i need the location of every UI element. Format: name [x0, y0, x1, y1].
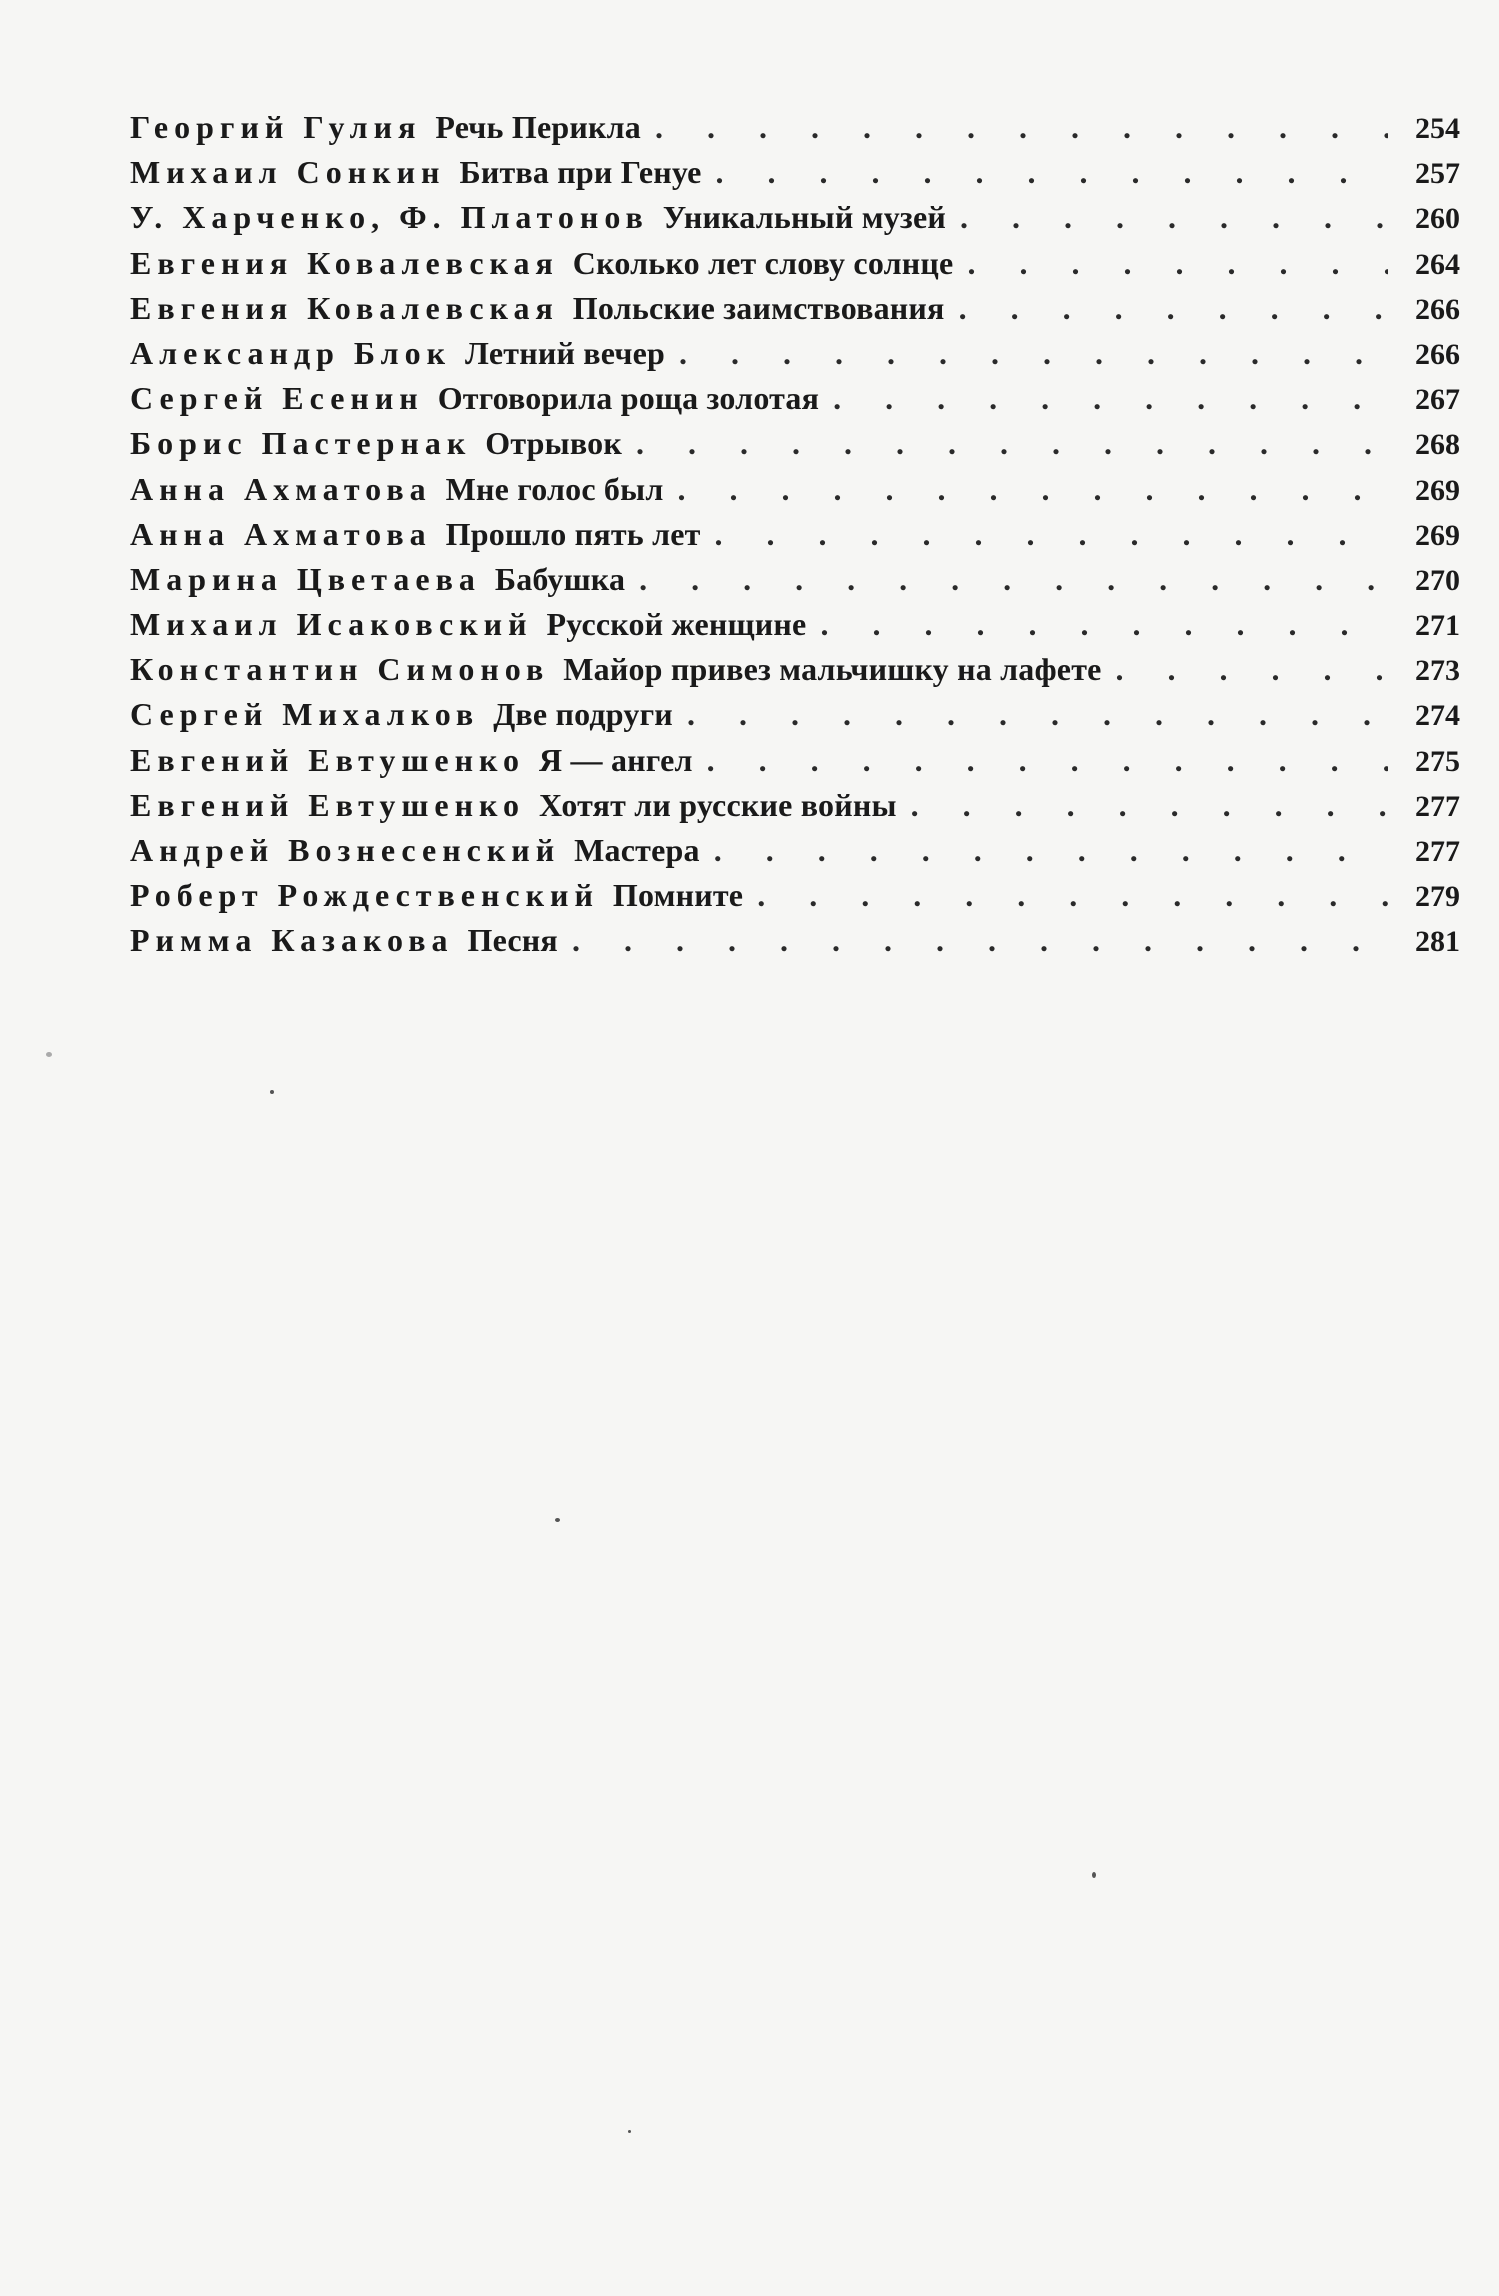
- entry-page-number: 270: [1415, 563, 1460, 597]
- dot-leader: [641, 105, 1388, 150]
- entry-author: Роберт Рождественский: [130, 877, 599, 914]
- dot-leader: [953, 241, 1388, 286]
- entry-title: Летний вечер: [465, 334, 666, 371]
- entry-author: Евгений Евтушенко: [130, 741, 526, 778]
- entry-page-number: 279: [1415, 880, 1460, 914]
- paper-speck: [628, 2130, 631, 2133]
- table-of-contents: [130, 105, 1460, 964]
- entry-author: Сергей Есенин: [130, 380, 424, 417]
- dot-leader: [622, 421, 1388, 466]
- entry-page-number: 260: [1415, 202, 1460, 236]
- entry-page-number: 269: [1415, 473, 1460, 507]
- entry-author: Сергей Михалков: [130, 696, 480, 733]
- entry-title: Майор привез мальчишку на лафете: [563, 651, 1102, 688]
- paper-speck: [555, 1518, 560, 1522]
- toc-entry: [130, 918, 1460, 963]
- entry-author: Евгения Ковалевская: [130, 289, 559, 326]
- entry-page-number: 277: [1415, 789, 1460, 823]
- entry-page-number: 266: [1415, 337, 1460, 371]
- entry-author: У. Харченко, Ф. Платонов: [130, 199, 649, 236]
- entry-title: Бабушка: [494, 560, 626, 597]
- paper-speck: [270, 1090, 274, 1094]
- dot-leader: [945, 286, 1388, 331]
- entry-page-number: 254: [1415, 112, 1460, 145]
- toc-entry: [130, 331, 1460, 376]
- entry-page-number: 264: [1415, 247, 1460, 281]
- dot-leader: [625, 557, 1388, 602]
- toc-entry: [130, 512, 1460, 557]
- paper-speck: [46, 1052, 52, 1057]
- toc-entry: [130, 783, 1460, 828]
- entry-author: Евгения Ковалевская: [130, 244, 559, 281]
- dot-leader: [673, 692, 1388, 737]
- dot-leader: [701, 512, 1388, 557]
- entry-author: Евгений Евтушенко: [130, 786, 526, 823]
- entry-author: Александр Блок: [130, 334, 452, 371]
- entry-title: Отрывок: [485, 425, 622, 462]
- entry-page-number: 281: [1415, 925, 1460, 959]
- entry-author: Марина Цветаева: [130, 560, 481, 597]
- entry-title: Битва при Генуе: [459, 154, 702, 191]
- toc-entry: [130, 467, 1460, 512]
- entry-title: Помните: [612, 877, 744, 914]
- dot-leader: [743, 873, 1388, 918]
- dot-leader: [700, 828, 1388, 873]
- entry-title: Уникальный музей: [662, 199, 946, 236]
- entry-page-number: 277: [1415, 835, 1460, 868]
- dot-leader: [1102, 647, 1388, 692]
- entry-title: Хотят ли русские войны: [539, 786, 897, 823]
- entry-title: Мне голос был: [445, 470, 664, 507]
- toc-entry: [130, 647, 1460, 692]
- toc-entry: [130, 286, 1460, 331]
- entry-title: Прошло пять лет: [445, 515, 701, 552]
- toc-entry: [130, 828, 1460, 873]
- toc-entry: [130, 602, 1460, 647]
- entry-page-number: 257: [1415, 157, 1460, 191]
- entry-title: Две подруги: [493, 696, 673, 733]
- entry-title: Польские заимствования: [572, 289, 945, 326]
- dot-leader: [693, 738, 1388, 783]
- entry-author: Борис Пастернак: [130, 425, 472, 462]
- entry-title: Отговорила роща золотая: [437, 380, 820, 417]
- dot-leader: [806, 602, 1388, 647]
- entry-page-number: 266: [1415, 292, 1460, 326]
- entry-page-number: 275: [1415, 744, 1460, 778]
- entry-author: Георгий Гулия: [130, 109, 422, 145]
- dot-leader: [702, 150, 1388, 195]
- entry-title: Сколько лет слову солнце: [572, 244, 954, 281]
- entry-page-number: 271: [1415, 609, 1460, 643]
- toc-entry: [130, 421, 1460, 466]
- entry-title: Речь Перикла: [435, 109, 641, 145]
- entry-author: Римма Казакова: [130, 922, 454, 959]
- toc-entry: [130, 873, 1460, 918]
- toc-entry: [130, 376, 1460, 421]
- entry-title: Мастера: [574, 832, 700, 868]
- paper-speck: [1092, 1872, 1096, 1878]
- entry-page-number: 273: [1415, 654, 1460, 688]
- entry-page-number: 267: [1415, 383, 1460, 417]
- entry-title: Русской женщине: [546, 606, 807, 643]
- toc-entry: [130, 150, 1460, 195]
- entry-author: Анна Ахматова: [130, 470, 432, 507]
- entry-author: Константин Симонов: [130, 651, 550, 688]
- entry-title: Я — ангел: [539, 741, 693, 778]
- entry-page-number: 269: [1415, 518, 1460, 552]
- dot-leader: [946, 195, 1388, 240]
- entry-page-number: 274: [1415, 699, 1460, 733]
- toc-entry: [130, 557, 1460, 602]
- entry-author: Андрей Вознесенский: [130, 832, 561, 868]
- entry-author: Михаил Сонкин: [130, 154, 446, 191]
- dot-leader: [897, 783, 1388, 828]
- toc-entry: [130, 738, 1460, 783]
- toc-entry: [130, 241, 1460, 286]
- toc-entry: [130, 195, 1460, 240]
- dot-leader: [663, 467, 1388, 512]
- entry-author: Михаил Исаковский: [130, 606, 533, 643]
- entry-author: Анна Ахматова: [130, 515, 432, 552]
- dot-leader: [665, 331, 1388, 376]
- toc-entry: [130, 105, 1460, 150]
- dot-leader: [558, 918, 1388, 963]
- toc-entry: [130, 692, 1460, 737]
- dot-leader: [819, 376, 1388, 421]
- entry-page-number: 268: [1415, 428, 1460, 462]
- entry-title: Песня: [467, 922, 558, 959]
